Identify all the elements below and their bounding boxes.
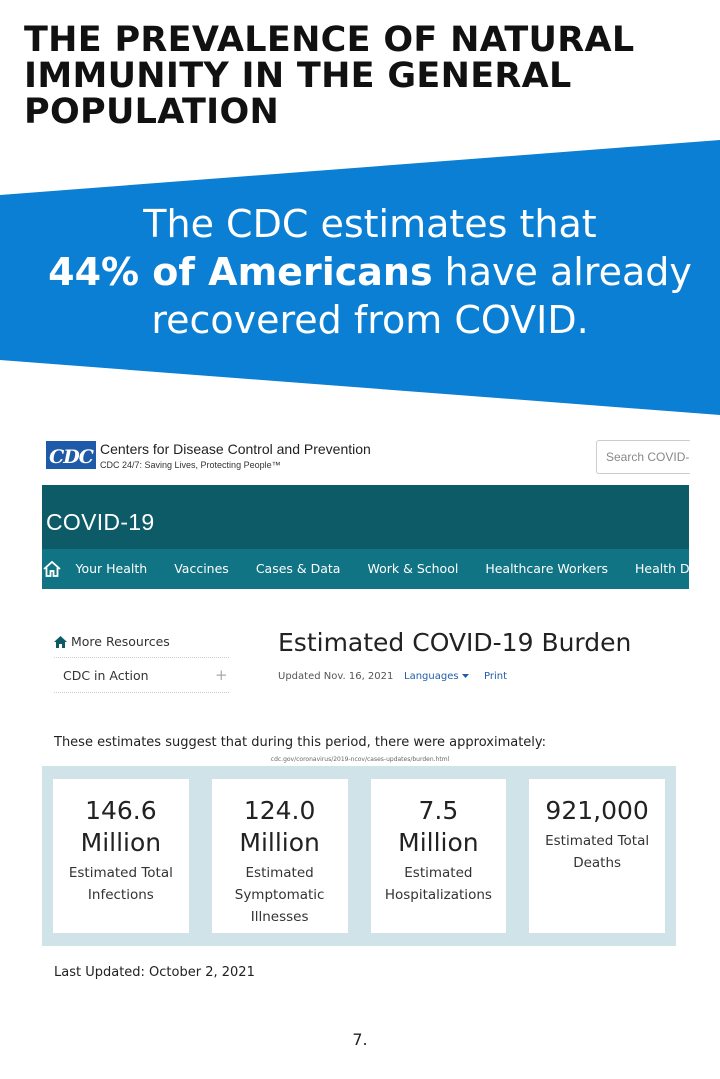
- expand-icon[interactable]: +: [215, 666, 228, 684]
- stat-unit: Million: [398, 828, 479, 857]
- banner-highlight: 44% of Americans: [48, 250, 433, 294]
- languages-label: Languages: [404, 671, 459, 682]
- nav-healthcare-workers[interactable]: Healthcare Workers: [485, 561, 608, 576]
- stat-label: Estimated: [245, 865, 314, 881]
- home-button[interactable]: [42, 549, 62, 589]
- stat-unit: Million: [239, 828, 320, 857]
- home-icon: [54, 636, 67, 648]
- page-number: 7.: [352, 1030, 368, 1049]
- stat-value: 7.5: [418, 796, 459, 825]
- headline-line-2: IMMUNITY IN THE GENERAL: [24, 56, 572, 96]
- intro-text: These estimates suggest that during this period, there were approximately:: [54, 735, 547, 750]
- sidebar-item-cdc-in-action[interactable]: CDC in Action: [63, 668, 149, 683]
- print-link[interactable]: Print: [484, 671, 508, 682]
- stat-value: 146.6: [85, 796, 157, 825]
- sidebar-divider: [54, 657, 229, 658]
- last-updated: Last Updated: October 2, 2021: [54, 965, 255, 980]
- caret-down-icon: [462, 674, 469, 679]
- home-icon: [42, 560, 62, 578]
- cdc-header: [42, 436, 690, 482]
- stat-label: Estimated: [404, 865, 473, 881]
- stat-label: Illnesses: [250, 909, 309, 925]
- banner-line-1: The CDC estimates that: [143, 202, 597, 246]
- main-nav: [42, 549, 698, 589]
- page-title: Estimated COVID-19 Burden: [278, 628, 632, 657]
- sidebar-more-resources[interactable]: [54, 634, 170, 649]
- stat-card-infections: [53, 779, 189, 933]
- stat-card-deaths: [529, 779, 665, 933]
- updated-date: Updated Nov. 16, 2021: [278, 671, 394, 682]
- search-input[interactable]: Search COVID-: [596, 440, 690, 474]
- more-resources-label: More Resources: [71, 634, 170, 649]
- stat-card-illnesses: [212, 779, 348, 933]
- cdc-org-name: Centers for Disease Control and Prevention: [100, 441, 371, 457]
- nav-your-health[interactable]: Your Health: [75, 561, 148, 576]
- headline-line-1: THE PREVALENCE OF NATURAL: [24, 20, 635, 60]
- nav-work-school[interactable]: Work & School: [367, 561, 459, 576]
- stat-label: Symptomatic: [234, 887, 325, 903]
- languages-dropdown[interactable]: [404, 671, 469, 682]
- stat-label: Deaths: [573, 855, 622, 871]
- stat-card-hospitalizations: [371, 779, 507, 933]
- stat-label: Hospitalizations: [384, 887, 492, 903]
- nav-cases-data[interactable]: Cases & Data: [255, 561, 341, 576]
- stat-label: Infections: [87, 887, 154, 903]
- stat-value: 124.0: [243, 796, 316, 825]
- banner-line-3: recovered from COVID.: [151, 298, 589, 342]
- cdc-logo[interactable]: CDC: [46, 441, 96, 469]
- banner-line-2: [20, 248, 720, 296]
- banner-text: [20, 200, 720, 344]
- cdc-tagline: CDC 24/7: Saving Lives, Protecting People™: [100, 460, 281, 470]
- stat-label: Estimated Total: [545, 833, 650, 849]
- section-title-bar: COVID-19: [42, 485, 689, 549]
- stats-panel: [42, 766, 676, 946]
- banner-line-2-rest: have already: [432, 250, 692, 294]
- sidebar-divider: [54, 692, 229, 693]
- headline-line-3: POPULATION: [24, 92, 280, 132]
- stat-unit: Million: [80, 828, 162, 857]
- nav-health-departments[interactable]: Health De: [634, 561, 698, 576]
- source-url: cdc.gov/coronavirus/2019-ncov/cases-updates/burden.html: [270, 756, 450, 763]
- stat-label: Estimated Total: [68, 865, 173, 881]
- nav-vaccines[interactable]: Vaccines: [174, 561, 229, 576]
- stat-value: 921,000: [545, 796, 649, 825]
